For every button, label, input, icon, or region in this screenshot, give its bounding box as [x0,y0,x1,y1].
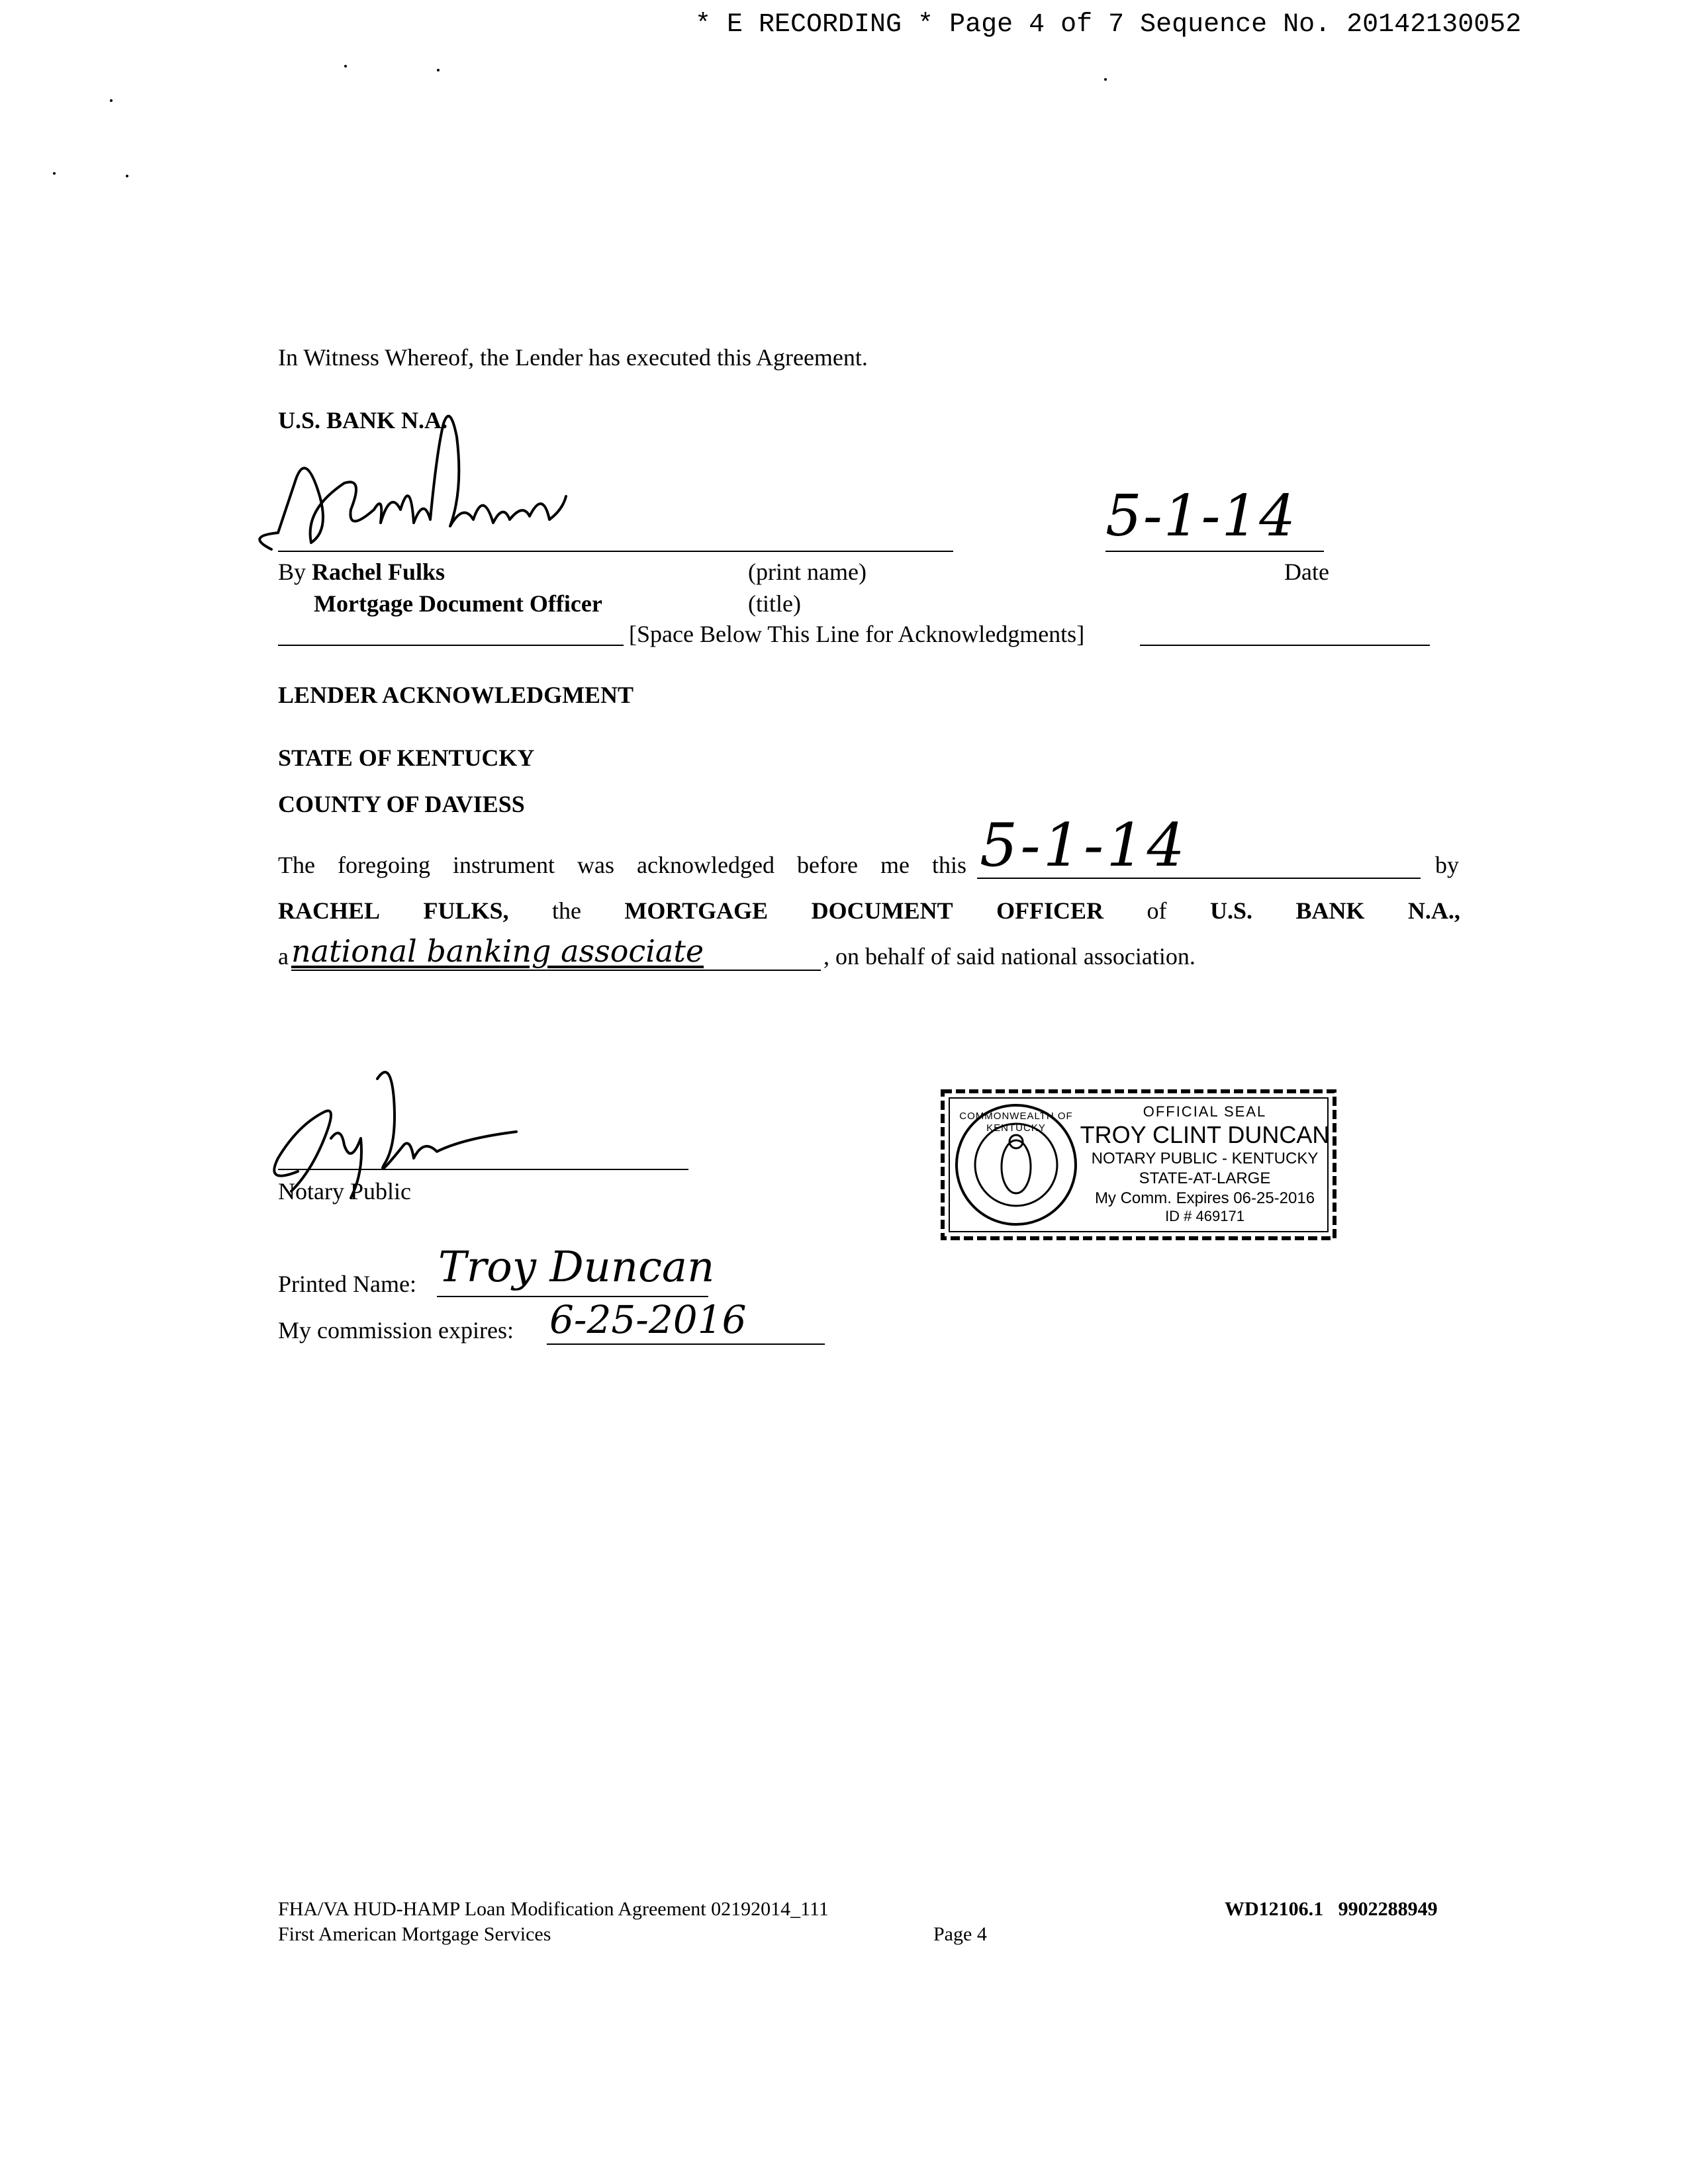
signer-line [278,559,445,585]
ack-word: this [931,852,966,878]
ack-word: me [880,852,910,878]
ack-line-1 [278,852,966,878]
seal-title: OFFICIAL SEAL [1143,1103,1267,1120]
scan-speck [126,175,128,177]
ack-word: BANK [1295,897,1365,924]
recording-banner: * E RECORDING * Page 4 of 7 Sequence No. 20142130052 [695,10,1522,40]
county-label: COUNTY OF DAVIESS [278,791,525,817]
scan-speck [110,99,113,102]
ack-word: the [551,897,581,924]
printed-name-label: Printed Name: [278,1271,416,1297]
acknowledgment-heading: LENDER ACKNOWLEDGMENT [278,682,634,708]
print-name-label: (print name) [748,559,867,585]
separator-line-left [278,645,624,646]
official-seal-stamp [940,1089,1337,1241]
signature-line [278,551,953,552]
date-line [1105,551,1324,552]
handwritten-ack-date: 5-1-14 [980,811,1188,880]
title-label: (title) [748,590,801,617]
separator-text: [Space Below This Line for Acknowledgments] [629,621,1085,647]
separator-line-right [1140,645,1430,646]
lender-name: U.S. BANK N.A. [278,407,448,433]
signer-name: Rachel Fulks [312,559,445,585]
ack-line-3-prefix: a [278,943,289,970]
ack-word: OFFICER [996,897,1104,924]
printed-name-value: Troy Duncan [438,1243,715,1292]
footer-doc-codes: WD12106.1 9902288949 [1225,1898,1438,1920]
ack-word: before [797,852,858,878]
commission-label: My commission expires: [278,1317,514,1343]
footer-page-number: Page 4 [933,1923,987,1945]
ack-line-2 [278,897,1460,924]
ack-word: foregoing [338,852,430,878]
ack-word: DOCUMENT [811,897,953,924]
seal-emblem-text: COMMONWEALTH OF KENTUCKY [959,1111,1073,1134]
ack-word: was [577,852,615,878]
handwritten-entity: national banking associate [291,933,704,969]
seal-id: ID # 469171 [1165,1208,1244,1224]
seal-role: NOTARY PUBLIC - KENTUCKY [1091,1150,1319,1167]
entity-line [291,970,821,971]
by-prefix: By [278,559,306,585]
state-label: STATE OF KENTUCKY [278,745,535,771]
ack-word: MORTGAGE [624,897,769,924]
notary-signature-line [278,1169,688,1170]
footer-form-name: FHA/VA HUD-HAMP Loan Modification Agreement 02192014_111 [278,1898,829,1920]
witness-statement: In Witness Whereof, the Lender has executed this Agreement. [278,344,868,371]
ack-word: instrument [453,852,555,878]
scan-speck [53,172,56,175]
scan-speck [344,65,347,68]
ack-line-3-suffix: , on behalf of said national association. [823,943,1196,970]
signer-title: Mortgage Document Officer [314,590,602,617]
date-label: Date [1284,559,1329,585]
ack-word: U.S. [1209,897,1252,924]
ack-word: of [1147,897,1167,924]
ack-date-line [977,878,1421,879]
seal-expires: My Comm. Expires 06-25-2016 [1094,1189,1315,1207]
scan-speck [1104,78,1107,81]
notary-label: Notary Public [278,1178,411,1205]
ack-word: RACHEL [278,897,381,924]
handwritten-signature-date: 5-1-14 [1105,483,1297,549]
footer-company: First American Mortgage Services [278,1923,551,1945]
scan-speck [437,69,440,71]
ack-by: by [1435,852,1459,878]
seal-name: TROY CLINT DUNCAN [1080,1121,1330,1148]
ack-word: N.A., [1407,897,1460,924]
seal-scope: STATE-AT-LARGE [1139,1169,1271,1187]
ack-word: FULKS, [423,897,509,924]
ack-word: The [278,852,315,878]
ack-word: acknowledged [637,852,774,878]
commission-line [547,1343,825,1345]
commission-value: 6-25-2016 [549,1297,747,1342]
